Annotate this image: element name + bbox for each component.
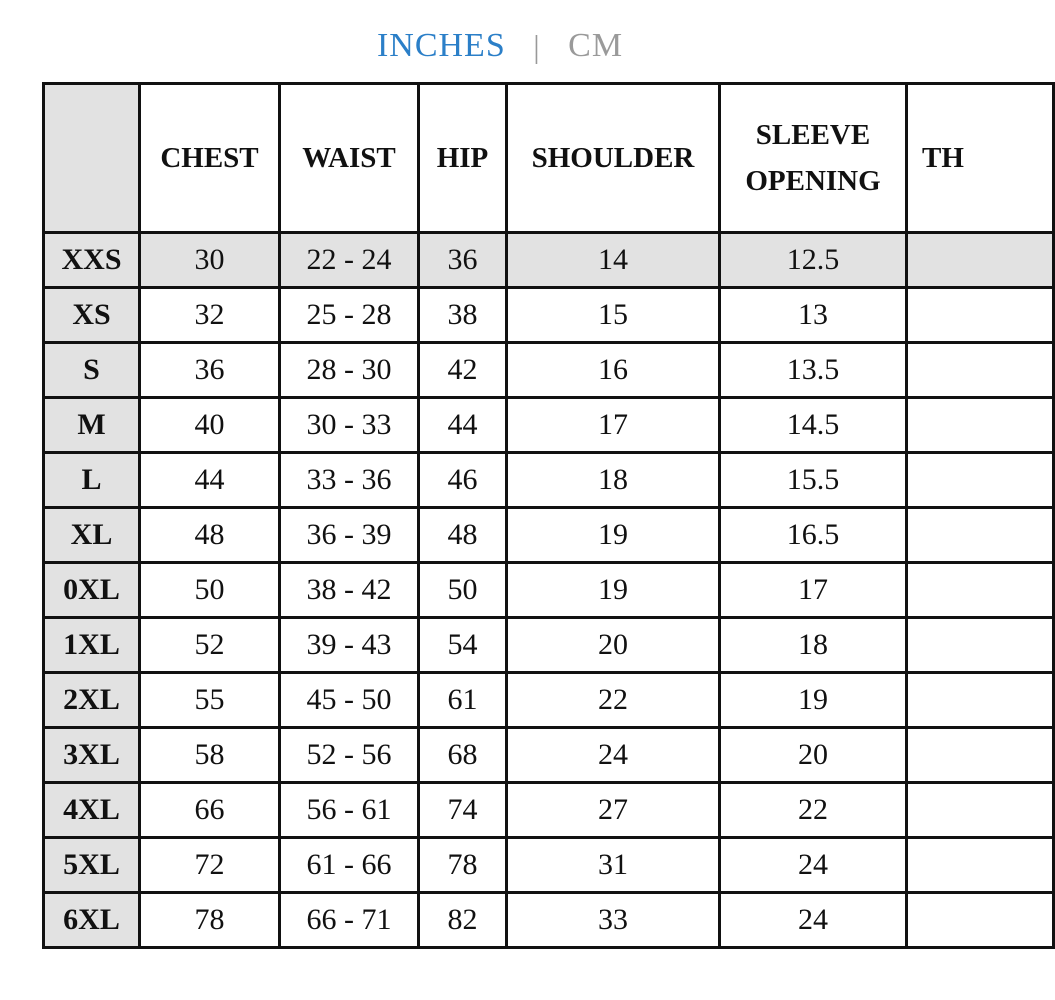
measurement-cell: 16.5 (720, 508, 907, 563)
inches-unit-tab[interactable]: INCHES (376, 27, 506, 65)
measurement-cell (907, 508, 1054, 563)
measurement-cell: 48 (419, 508, 507, 563)
measurement-cell: 66 - 71 (280, 893, 419, 948)
measurement-cell: 22 - 24 (280, 233, 419, 288)
measurement-cell: 36 - 39 (280, 508, 419, 563)
measurement-cell: 44 (140, 453, 280, 508)
measurement-cell: 19 (720, 673, 907, 728)
measurement-cell: 20 (720, 728, 907, 783)
size-label-cell: 4XL (44, 783, 140, 838)
table-row (44, 288, 1054, 343)
measurement-cell: 24 (507, 728, 720, 783)
measurement-cell: 50 (140, 563, 280, 618)
measurement-cell: 61 (419, 673, 507, 728)
size-label-cell: L (44, 453, 140, 508)
column-header: WAIST (280, 84, 419, 233)
table-row (44, 783, 1054, 838)
measurement-cell: 33 - 36 (280, 453, 419, 508)
measurement-cell: 36 (419, 233, 507, 288)
table-row (44, 453, 1054, 508)
measurement-cell: 78 (419, 838, 507, 893)
measurement-cell (907, 343, 1054, 398)
measurement-cell: 38 - 42 (280, 563, 419, 618)
measurement-cell: 18 (507, 453, 720, 508)
size-label-cell: 6XL (44, 893, 140, 948)
measurement-cell (907, 288, 1054, 343)
header-corner-cell (44, 84, 140, 233)
measurement-cell: 52 (140, 618, 280, 673)
measurement-cell: 14 (507, 233, 720, 288)
table-row (44, 508, 1054, 563)
measurement-cell: 24 (720, 838, 907, 893)
measurement-cell: 27 (507, 783, 720, 838)
table-header-row (44, 84, 1054, 233)
measurement-cell: 25 - 28 (280, 288, 419, 343)
measurement-cell: 12.5 (720, 233, 907, 288)
measurement-cell: 30 - 33 (280, 398, 419, 453)
measurement-cell: 56 - 61 (280, 783, 419, 838)
size-label-cell: 3XL (44, 728, 140, 783)
measurement-cell: 18 (720, 618, 907, 673)
measurement-cell: 66 (140, 783, 280, 838)
measurement-cell: 28 - 30 (280, 343, 419, 398)
table-row (44, 838, 1054, 893)
unit-separator: | (533, 28, 541, 65)
measurement-cell: 19 (507, 563, 720, 618)
measurement-cell: 40 (140, 398, 280, 453)
measurement-cell: 46 (419, 453, 507, 508)
table-row (44, 618, 1054, 673)
measurement-cell: 52 - 56 (280, 728, 419, 783)
size-label-cell: 5XL (44, 838, 140, 893)
measurement-cell: 22 (507, 673, 720, 728)
measurement-cell: 55 (140, 673, 280, 728)
measurement-cell: 72 (140, 838, 280, 893)
column-header: TH (907, 84, 1054, 233)
table-row (44, 893, 1054, 948)
column-header: HIP (419, 84, 507, 233)
measurement-cell: 17 (720, 563, 907, 618)
measurement-cell: 31 (507, 838, 720, 893)
table-row (44, 673, 1054, 728)
table-row (44, 728, 1054, 783)
size-label-cell: 1XL (44, 618, 140, 673)
measurement-cell: 61 - 66 (280, 838, 419, 893)
measurement-cell: 22 (720, 783, 907, 838)
measurement-cell: 14.5 (720, 398, 907, 453)
measurement-cell: 13 (720, 288, 907, 343)
table-body (44, 233, 1054, 948)
measurement-cell: 13.5 (720, 343, 907, 398)
measurement-cell: 39 - 43 (280, 618, 419, 673)
measurement-cell: 16 (507, 343, 720, 398)
measurement-cell (907, 398, 1054, 453)
size-label-cell: XL (44, 508, 140, 563)
measurement-cell: 82 (419, 893, 507, 948)
size-chart-container[interactable] (42, 82, 964, 988)
measurement-cell (907, 893, 1054, 948)
measurement-cell (907, 783, 1054, 838)
size-label-cell: 0XL (44, 563, 140, 618)
measurement-cell: 58 (140, 728, 280, 783)
measurement-cell: 42 (419, 343, 507, 398)
measurement-cell: 36 (140, 343, 280, 398)
size-label-cell: 2XL (44, 673, 140, 728)
column-header: SHOULDER (507, 84, 720, 233)
measurement-cell: 68 (419, 728, 507, 783)
measurement-cell: 48 (140, 508, 280, 563)
column-header: SLEEVE OPENING (720, 84, 907, 233)
measurement-cell: 50 (419, 563, 507, 618)
measurement-cell (907, 563, 1054, 618)
table-row (44, 343, 1054, 398)
size-label-cell: XS (44, 288, 140, 343)
table-row (44, 563, 1054, 618)
measurement-cell (907, 673, 1054, 728)
table-row (44, 233, 1054, 288)
measurement-cell: 15 (507, 288, 720, 343)
measurement-cell: 32 (140, 288, 280, 343)
measurement-cell: 24 (720, 893, 907, 948)
measurement-cell: 30 (140, 233, 280, 288)
measurement-cell: 38 (419, 288, 507, 343)
size-label-cell: S (44, 343, 140, 398)
measurement-cell: 45 - 50 (280, 673, 419, 728)
measurement-cell (907, 838, 1054, 893)
size-label-cell: M (44, 398, 140, 453)
measurement-cell: 78 (140, 893, 280, 948)
size-label-cell: XXS (44, 233, 140, 288)
column-header: CHEST (140, 84, 280, 233)
measurement-cell: 74 (419, 783, 507, 838)
unit-toggle (0, 22, 1000, 68)
measurement-cell: 15.5 (720, 453, 907, 508)
measurement-cell (907, 233, 1054, 288)
table-row (44, 398, 1054, 453)
cm-unit-tab[interactable]: CM (568, 27, 624, 65)
measurement-cell: 20 (507, 618, 720, 673)
measurement-cell (907, 618, 1054, 673)
measurement-cell: 33 (507, 893, 720, 948)
measurement-cell: 44 (419, 398, 507, 453)
measurement-cell: 54 (419, 618, 507, 673)
measurement-cell (907, 728, 1054, 783)
size-chart-table (42, 82, 1055, 949)
measurement-cell (907, 453, 1054, 508)
measurement-cell: 17 (507, 398, 720, 453)
measurement-cell: 19 (507, 508, 720, 563)
